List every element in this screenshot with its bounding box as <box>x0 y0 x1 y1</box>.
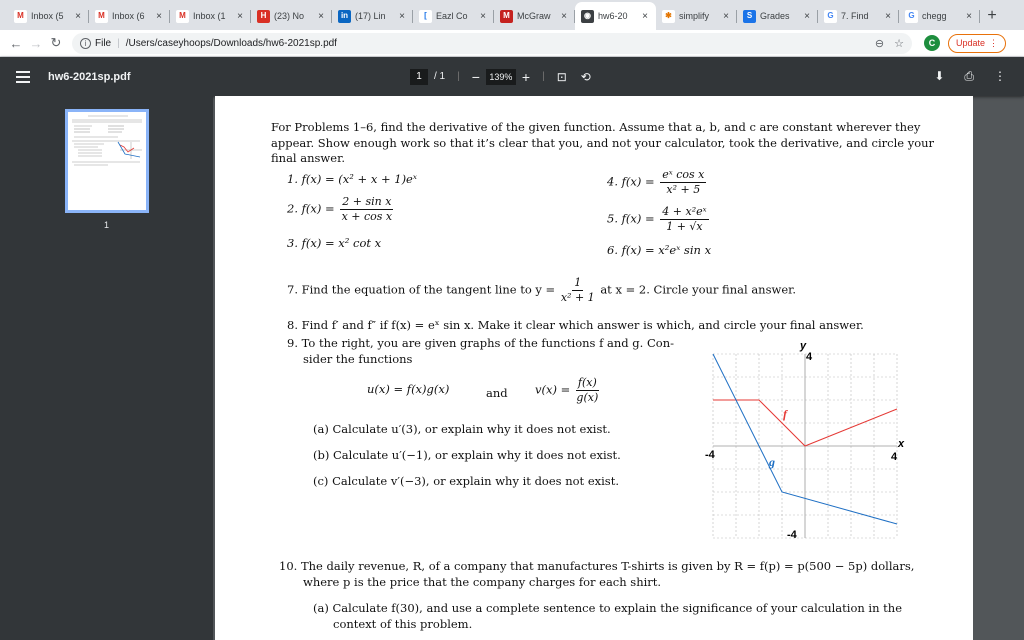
problem-9-v-fraction <box>576 376 599 405</box>
address-path: /Users/caseyhoops/Downloads/hw6-2021sp.pdf <box>125 37 337 49</box>
browser-tab[interactable] <box>656 2 737 30</box>
more-vert-icon: ⋮ <box>989 37 999 48</box>
problem-2-fraction <box>340 195 393 224</box>
fraction-denominator: x² + 5 <box>666 183 701 196</box>
google-icon: G <box>824 10 837 23</box>
zoom-out-icon[interactable]: − <box>471 68 480 85</box>
print-icon[interactable]: ⎙ <box>964 69 974 83</box>
page-number-input[interactable]: 1 <box>410 69 428 85</box>
problem-9-line-1: 9. To the right, you are given graphs of the functions f and g. Con- <box>287 336 674 350</box>
update-label: Update <box>956 38 986 48</box>
mcgraw-icon: M <box>500 10 513 23</box>
problem-3: 3. f(x) = x² cot x <box>287 236 382 250</box>
thumbnail-sidebar <box>0 96 213 640</box>
problem-5-lhs: 5. f(x) = <box>607 211 655 226</box>
linkedin-icon: in <box>338 10 351 23</box>
problem-2-lhs: 2. f(x) = <box>287 201 335 216</box>
problem-10-line-2: where p is the price that the company charges for each shirt. <box>303 575 662 589</box>
globe-icon: ◉ <box>581 10 594 23</box>
x-max-label: 4 <box>891 451 898 463</box>
problem-9c: (c) Calculate v′(−3), or explain why it does not exist. <box>313 474 619 488</box>
tab-title: (23) No <box>274 11 305 21</box>
browser-tab[interactable] <box>494 2 575 30</box>
fraction-denominator: 1 + √x <box>666 220 703 233</box>
tab-title: Eazl Co <box>436 11 468 21</box>
gmail-icon: M <box>14 10 27 23</box>
avatar[interactable]: C <box>924 35 940 51</box>
browser-tab[interactable] <box>170 2 251 30</box>
browser-tab[interactable] <box>737 2 818 30</box>
fraction-numerator: f(x) <box>577 376 597 389</box>
fraction-denominator: x + cos x <box>341 210 393 223</box>
address-bar[interactable] <box>72 33 912 54</box>
download-icon[interactable]: ⬇ <box>934 69 945 83</box>
tab-title: Inbox (5 <box>31 11 64 21</box>
tab-title: simplify <box>679 11 710 21</box>
tab-title: Grades <box>760 11 790 21</box>
browser-tab[interactable] <box>332 2 413 30</box>
problem-9-v-lhs: v(x) = <box>535 382 571 397</box>
forward-arrow-icon[interactable]: → <box>29 35 43 51</box>
browser-tab[interactable] <box>8 2 89 30</box>
close-icon[interactable]: × <box>318 10 324 22</box>
intro-line-2: appear. Show enough work so that it’s clear that you, and not your calculator, took the derivative, and circle your <box>271 136 935 150</box>
problem-9-v <box>535 376 601 405</box>
info-icon[interactable]: i <box>80 38 91 49</box>
problem-2 <box>287 195 395 224</box>
tab-title: Inbox (1 <box>193 11 226 21</box>
browser-toolbar <box>0 30 1024 57</box>
simplify-icon: ✱ <box>662 10 675 23</box>
y-axis-label: y <box>800 340 807 352</box>
grades-icon: S <box>743 10 756 23</box>
tab-strip <box>0 0 1024 30</box>
problem-7-fraction <box>561 276 595 305</box>
rotate-icon[interactable]: ⟲ <box>580 69 591 84</box>
tab-title: 7. Find <box>841 11 869 21</box>
zoom-icon[interactable]: ⊖ <box>874 37 885 50</box>
toolbar-divider: | <box>457 71 460 82</box>
tab-title: (17) Lin <box>355 11 386 21</box>
fraction-numerator: 1 <box>574 276 582 289</box>
zoom-level-input[interactable]: 139% <box>486 69 516 85</box>
problem-5 <box>607 205 711 234</box>
intro-line-3: final answer. <box>271 151 345 165</box>
close-icon[interactable]: × <box>480 10 486 22</box>
problem-7-text-b: at x = 2. Circle your final answer. <box>600 282 797 297</box>
close-icon[interactable]: × <box>966 10 972 22</box>
address-scheme: File <box>95 37 112 49</box>
problem-9a: (a) Calculate u′(3), or explain why it does not exist. <box>313 422 611 436</box>
back-arrow-icon[interactable]: ← <box>9 35 23 51</box>
menu-icon[interactable] <box>16 71 30 83</box>
tab-title: Inbox (6 <box>112 11 145 21</box>
pdf-toolbar <box>0 57 1024 96</box>
fraction-numerator: 2 + sin x <box>342 195 392 208</box>
close-icon[interactable]: × <box>723 10 729 22</box>
problem-10a-line-1: (a) Calculate f(30), and use a complete sentence to explain the significance of your calculation in the <box>313 601 903 615</box>
close-icon[interactable]: × <box>642 10 648 22</box>
google-icon: G <box>905 10 918 23</box>
fraction-denominator: x² + 1 <box>560 291 595 304</box>
problem-4-fraction <box>660 168 706 197</box>
fraction-denominator: g(x) <box>576 391 599 404</box>
problem-9-line-2: sider the functions <box>303 352 413 366</box>
thumbnail-preview <box>68 112 146 210</box>
tab-title: chegg <box>922 11 947 21</box>
close-icon[interactable]: × <box>399 10 405 22</box>
eazl-icon: [ <box>419 10 432 23</box>
browser-tab[interactable] <box>818 2 899 30</box>
problem-10-line-1: 10. The daily revenue, R, of a company that manufactures T-shirts is given by R = f(p) = p(500 − 5p) dollars, <box>279 559 915 573</box>
page-thumbnail[interactable] <box>65 109 149 213</box>
problem-8: 8. Find f′ and f″ if f(x) = eˣ sin x. Make it clear which answer is which, and circle your final answer. <box>287 318 864 332</box>
close-icon[interactable]: × <box>237 10 243 22</box>
y-max-label: 4 <box>806 351 813 363</box>
close-icon[interactable]: × <box>156 10 162 22</box>
tab-title: McGraw <box>517 11 551 21</box>
update-button[interactable] <box>948 34 1006 53</box>
address-separator: | <box>117 37 120 49</box>
f-label: f <box>783 407 787 421</box>
notification-icon: H <box>257 10 270 23</box>
close-icon[interactable]: × <box>885 10 891 22</box>
reload-icon[interactable]: ↻ <box>50 35 62 50</box>
page-total: / 1 <box>434 71 446 82</box>
fraction-numerator: 4 + x²eˣ <box>662 205 707 218</box>
pdf-filename: hw6-2021sp.pdf <box>48 70 131 83</box>
star-icon[interactable]: ☆ <box>894 37 904 50</box>
fraction-numerator: eˣ cos x <box>662 168 705 181</box>
fit-page-icon[interactable]: ⊡ <box>556 69 567 84</box>
browser-tab[interactable] <box>251 2 332 30</box>
thumbnail-page-number: 1 <box>104 220 110 230</box>
zoom-in-icon[interactable]: + <box>521 68 531 85</box>
new-tab-icon[interactable]: + <box>987 7 997 24</box>
problem-5-fraction <box>660 205 708 234</box>
toolbar-divider: | <box>542 71 545 82</box>
browser-tab[interactable] <box>575 2 656 30</box>
problem-1: 1. f(x) = (x² + x + 1)eˣ <box>287 172 417 186</box>
problem-7 <box>287 276 796 305</box>
close-icon[interactable]: × <box>75 10 81 22</box>
g-label: g <box>769 455 775 469</box>
browser-tab[interactable] <box>413 2 494 30</box>
problem-10a-line-2: context of this problem. <box>333 617 473 631</box>
y-min-label: -4 <box>787 529 797 541</box>
close-icon[interactable]: × <box>561 10 567 22</box>
gmail-icon: M <box>176 10 189 23</box>
tab-title: hw6-20 <box>598 11 628 21</box>
pdf-page <box>215 96 973 640</box>
problem-9b: (b) Calculate u′(−1), or explain why it does not exist. <box>313 448 621 462</box>
x-min-label: -4 <box>705 449 715 461</box>
problem-9-and: and <box>486 386 508 400</box>
problem-4 <box>607 168 708 197</box>
problem-7-text-a: 7. Find the equation of the tangent line to y = <box>287 282 556 297</box>
problem-9-u: u(x) = f(x)g(x) <box>367 382 450 396</box>
gmail-icon: M <box>95 10 108 23</box>
function-graph <box>705 334 925 554</box>
more-options-icon[interactable]: ⋮ <box>994 69 1006 83</box>
browser-tab[interactable] <box>89 2 170 30</box>
x-axis-label: x <box>898 438 905 450</box>
problem-4-lhs: 4. f(x) = <box>607 174 655 189</box>
close-icon[interactable]: × <box>804 10 810 22</box>
problem-6: 6. f(x) = x²eˣ sin x <box>607 243 712 257</box>
browser-tab[interactable] <box>899 2 980 30</box>
intro-line-1: For Problems 1–6, find the derivative of the given function. Assume that a, b, and c are constant wherever they <box>271 120 921 134</box>
